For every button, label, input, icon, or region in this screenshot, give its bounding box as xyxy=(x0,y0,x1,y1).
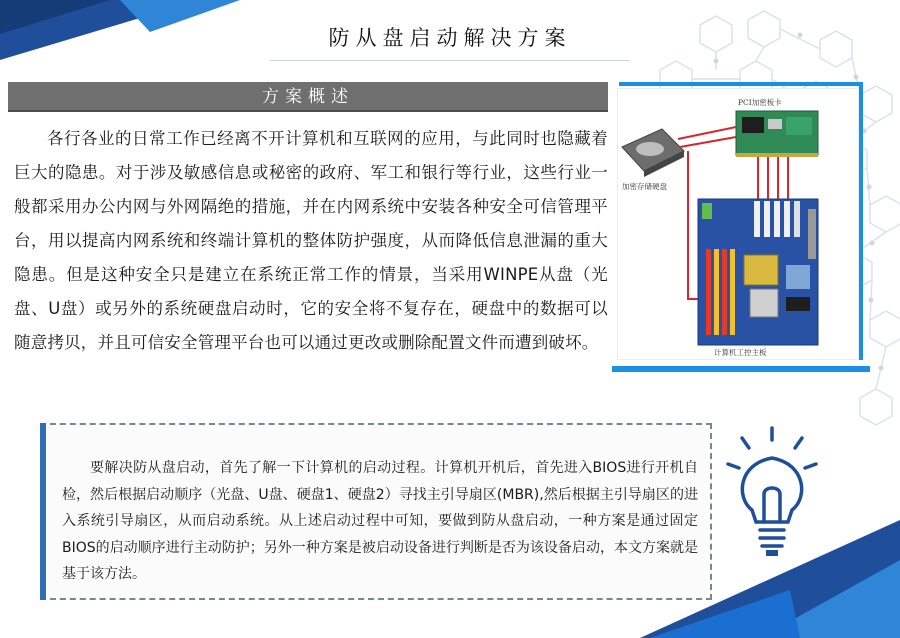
hdd-label: 加密存储硬盘 xyxy=(622,182,667,191)
page-title: 防从盘启动解决方案 xyxy=(328,26,572,50)
section-title: 方案概述 xyxy=(262,87,354,107)
overview-paragraph: 各行各业的日常工作已经离不开计算机和互联网的应用，与此同时也隐藏着巨大的隐患。对于涉及敏感信息或秘密的政府、军工和银行等行业，这些行业一般都采用办公内网与外网隔绝的措施，并在内网系统中安装各种安全可信管理平台，用以提高内网系统和终端计算机的整体防护强度，从而降低信息泄漏的重大隐患。但是这种安全只是建立在系统正常工作的情景，当采用WINPE从盘（光盘、U盘）或另外的系统硬盘启动时，它的安全将不复存在，硬盘中的数据可以随意拷贝，并且可信安全管理平台也可以通过更改或删除配置文件而遭到破坏。 xyxy=(14,129,608,352)
pci-card-image xyxy=(736,111,818,157)
hardware-diagram xyxy=(617,88,859,360)
title-underline xyxy=(270,60,630,61)
pci-card-label: PCI加密板卡 xyxy=(738,98,782,107)
motherboard-image xyxy=(698,199,818,345)
solution-paragraph: 要解决防从盘启动，首先了解一下计算机的启动过程。计算机开机后，首先进入BIOS进行开机自检，然后根据启动顺序（光盘、U盘、硬盘1、硬盘2）寻找主引导扇区(MBR),然后根据主引导扇区的进入系统引导扇区，从而启动系统。从上述启动过程中可知，要做到防从盘启动，一种方案是通过固定BIOS的启动顺序进行主动防护；另外一种方案是被启动设备进行判断是否为该设备启动，本文方案就是基于该方法。 xyxy=(62,460,698,582)
lightbulb-icon xyxy=(722,424,822,564)
solution-box-accent xyxy=(40,423,46,600)
hdd-image xyxy=(622,129,684,177)
motherboard-label: 计算机工控主板 xyxy=(714,348,767,357)
section-header-bar xyxy=(8,82,608,112)
figure-frame-bottom-bar xyxy=(612,366,870,372)
hardware-diagram-svg xyxy=(618,89,858,359)
